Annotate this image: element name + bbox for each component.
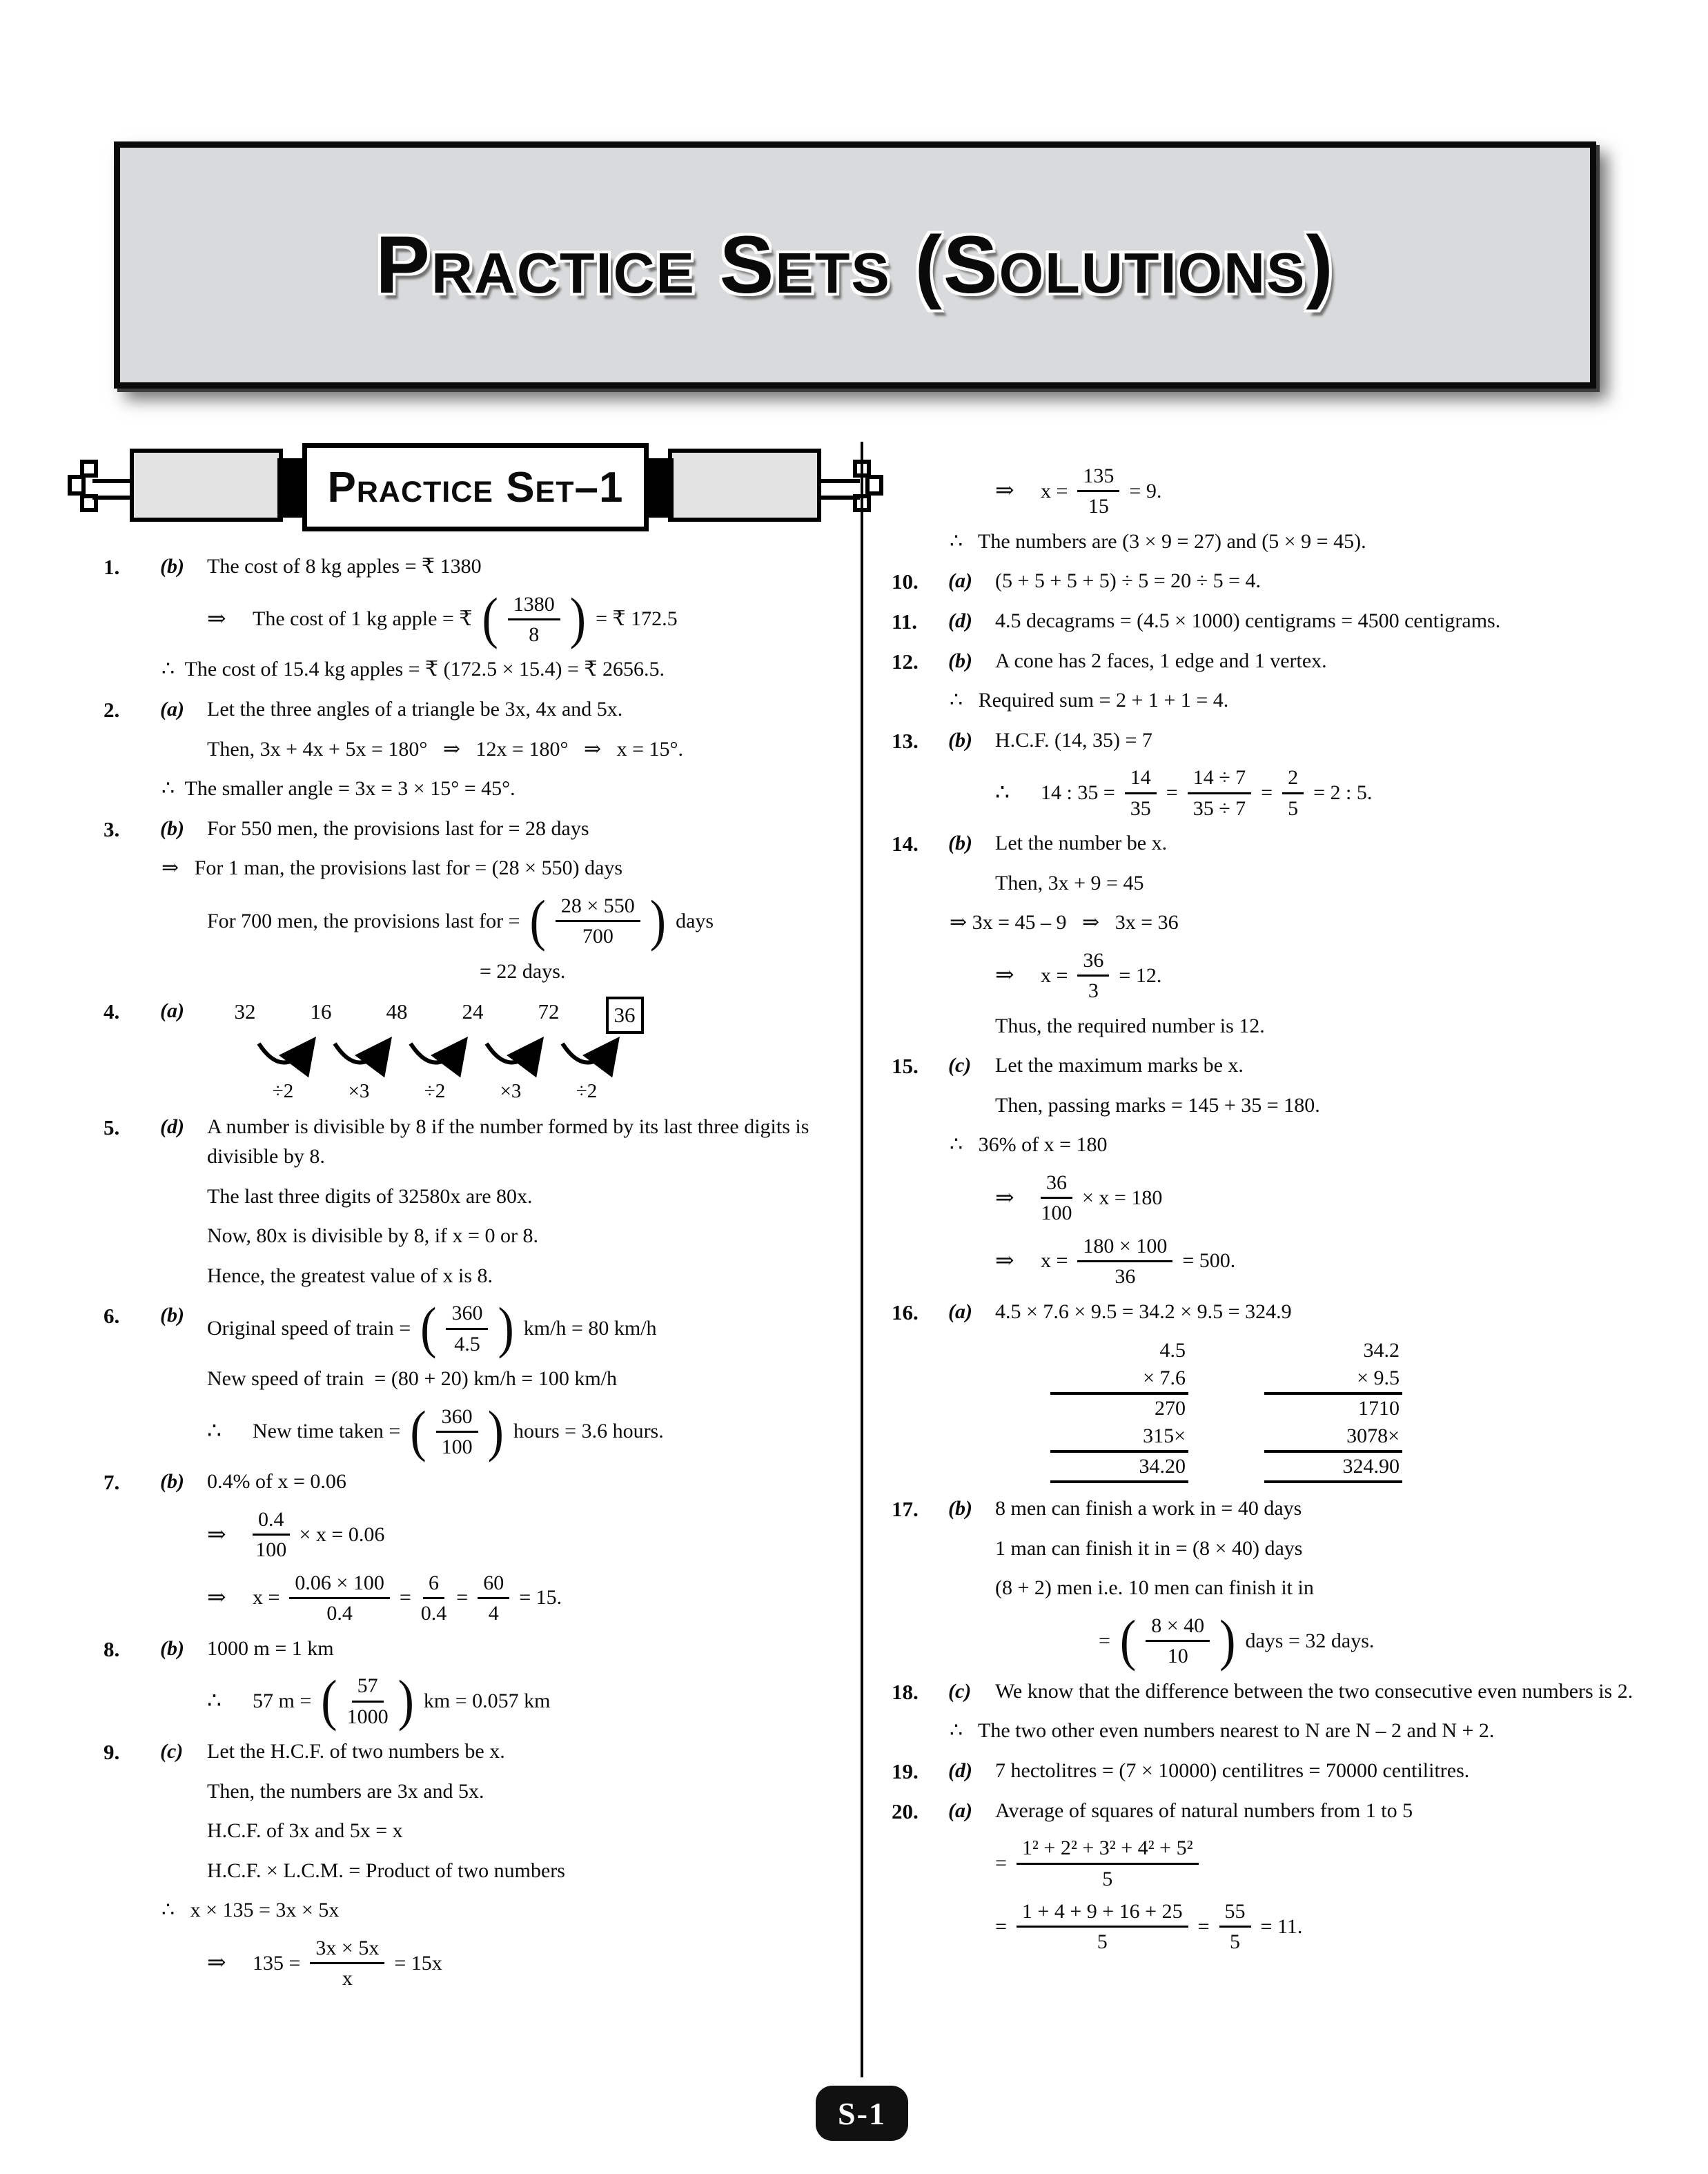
q9-line2 (104, 1777, 849, 1807)
q5-line2 (104, 1182, 849, 1212)
scroll-end-left (68, 475, 86, 496)
q2-line3-text: ∴ The smaller angle = 3x = 3 × 15° = 45°. (161, 777, 516, 801)
implies-symbol: ⇒ (207, 1522, 226, 1547)
fraction (421, 1571, 447, 1626)
practice-set-header-banner (104, 443, 847, 533)
partial-product: 3078× (1264, 1422, 1402, 1453)
q20-line2 (892, 1836, 1637, 1891)
fraction-denominator: 10 (1167, 1645, 1188, 1668)
q9cont-line1-post: = 9. (1129, 479, 1162, 502)
therefore-symbol: ∴ (207, 1419, 222, 1445)
fraction-denominator: x (342, 1967, 353, 1990)
q19-line1 (892, 1756, 1637, 1786)
fraction-denominator: 700 (582, 925, 613, 948)
fraction (1282, 765, 1304, 821)
fraction (310, 1936, 384, 1991)
fraction (1041, 1171, 1072, 1226)
q3-line1-text: For 550 men, the provisions last for = 28 days (207, 816, 589, 840)
q9-line4 (104, 1857, 849, 1886)
q4-option: (a) (160, 999, 184, 1023)
q14-number: 14. (892, 832, 919, 856)
q9cont-line1-pre: x = (1041, 479, 1068, 502)
fraction-numerator: 1 + 4 + 9 + 16 + 25 (1017, 1899, 1188, 1928)
q8-line1-text: 1000 m = 1 km (207, 1636, 334, 1660)
q16-number: 16. (892, 1300, 919, 1324)
fraction-denominator: 4.5 (454, 1332, 480, 1355)
multiplier: × 9.5 (1264, 1364, 1402, 1395)
q13-line2 (892, 765, 1637, 821)
q3-option: (b) (160, 816, 184, 840)
fraction-numerator: 36 (1077, 948, 1109, 977)
q9-line6-pre: 135 = (253, 1951, 301, 1975)
q14-line2 (892, 869, 1637, 899)
fraction-denominator: 100 (441, 1436, 473, 1459)
q9-line6 (104, 1936, 849, 1991)
q19-option: (d) (948, 1759, 972, 1782)
q1-number: 1. (104, 555, 120, 579)
implies-symbol: ⇒ (995, 963, 1014, 988)
q18-number: 18. (892, 1679, 919, 1704)
q20-line3-post: = 11. (1260, 1915, 1303, 1938)
q6-line1: 6. (b) Original speed of train = ( $\frac{360}{4.5}$ ) km/h = 80 km/h (104, 1297, 657, 1360)
q15-line4-post: × x = 180 (1082, 1186, 1163, 1209)
q12-line2 (892, 686, 1637, 716)
column-divider (861, 442, 863, 2077)
q6-line3-pre: New time taken = (253, 1420, 401, 1443)
q6-line1-post: km/h = 80 km/h (523, 1316, 657, 1340)
q15-line1 (892, 1051, 1637, 1081)
q13-line2-post: = 2 : 5. (1313, 781, 1373, 804)
page-title: Practice Sets (Solutions) (375, 219, 1335, 311)
q8-line1 (104, 1634, 849, 1664)
q6-line2-text: New speed of train = (80 + 20) km/h = 100 km/h (207, 1367, 617, 1391)
q9cont-line2-text: ∴ The numbers are (3 × 9 = 27) and (5 × 9 = 45). (950, 529, 1366, 553)
q5-line3-text: Now, 80x is divisible by 8, if x = 0 or 8. (207, 1224, 538, 1248)
q16-multiplication-work (892, 1337, 1637, 1483)
fraction-denominator: 15 (1088, 495, 1109, 518)
q15-number: 15. (892, 1054, 919, 1079)
fraction (1077, 948, 1109, 1003)
scroll-roll-right (668, 449, 821, 522)
q15-line2 (892, 1091, 1637, 1121)
page-number: S-1 (838, 2095, 886, 2131)
set-title-box (302, 443, 649, 531)
q3-line2 (104, 854, 849, 883)
fraction (1017, 1899, 1188, 1955)
q7-option: (b) (160, 1470, 184, 1494)
q12-number: 12. (892, 649, 919, 674)
q17-line2 (892, 1534, 1637, 1564)
q2-option: (a) (160, 697, 184, 721)
equals-sign: = (399, 1586, 411, 1609)
sequence-value: 24 (462, 999, 484, 1024)
q15-line5-post: = 500. (1182, 1249, 1236, 1273)
q15-line5-pre: x = (1041, 1249, 1068, 1273)
q5-line4-text: Hence, the greatest value of x is 8. (207, 1264, 493, 1287)
q14-line3 (892, 908, 1637, 938)
fraction-denominator: 0.4 (326, 1602, 353, 1625)
q8-option: (b) (160, 1636, 184, 1660)
curved-arrow-icon (562, 1044, 613, 1063)
q17-line3-text: (8 + 2) men i.e. 10 men can finish it in (995, 1576, 1314, 1600)
fraction (478, 1571, 509, 1626)
equals-sign: = (456, 1586, 469, 1609)
q5-line2-text: The last three digits of 32580x are 80x. (207, 1184, 533, 1208)
fraction-denominator: 5 (1288, 796, 1299, 820)
fraction-numerator: 6 (423, 1571, 444, 1599)
scroll-bar-right (647, 458, 674, 518)
q11-number: 11. (892, 609, 918, 634)
q9-line5-text: ∴ x × 135 = 3x × 5x (161, 1899, 340, 1922)
fraction (1017, 1836, 1199, 1891)
fraction (289, 1571, 389, 1626)
q8-line2-pre: 57 m = (253, 1689, 312, 1712)
fraction (1077, 464, 1119, 519)
q12-line1-text: A cone has 2 faces, 1 edge and 1 vertex. (995, 649, 1327, 672)
q7-number: 7. (104, 1470, 120, 1495)
q19-line1-text: 7 hectolitres = (7 × 10000) centilitres = 70000 centilitres. (995, 1759, 1470, 1782)
fraction-numerator: 14 (1125, 765, 1157, 794)
q17-line4-pre: = (1099, 1629, 1110, 1652)
q3-line3: For 700 men, the provisions last for = ( $\frac{28 \times 550}{700}$ ) days (207, 889, 714, 952)
q5-line4 (104, 1262, 849, 1291)
fraction-denominator: 5 (1102, 1867, 1113, 1890)
q17-line2-text: 1 man can finish it in = (8 × 40) days (995, 1536, 1303, 1560)
q20-line1 (892, 1796, 1637, 1826)
q17-line4: = ( $\frac{8 \times 40}{10}$ ) days = 32 days. (1099, 1609, 1375, 1672)
fraction-numerator: 55 (1219, 1899, 1251, 1928)
q10-number: 10. (892, 569, 919, 594)
sequence-value: 32 (234, 999, 256, 1024)
boxed-answer: 36 (606, 997, 644, 1034)
fraction-denominator: 3 (1088, 979, 1099, 1003)
q4-arrows-diagram (207, 1034, 662, 1103)
q1-line1-text: The cost of 8 kg apples = ₹ 1380 (207, 555, 482, 578)
fraction-denominator: 4 (488, 1602, 499, 1625)
sequence-op: ×3 (500, 1080, 522, 1103)
q5-line1 (104, 1113, 849, 1171)
fraction-numerator: 0.4 (253, 1507, 290, 1536)
therefore-symbol: ∴ (207, 1688, 222, 1714)
equals-sign: = (1166, 781, 1178, 804)
q10-line1 (892, 567, 1637, 596)
q18-line1 (892, 1677, 1637, 1707)
q17-option: (b) (948, 1497, 972, 1520)
q2-line1 (104, 695, 849, 725)
q6-line2 (104, 1364, 849, 1394)
q5-number: 5. (104, 1115, 120, 1140)
q9cont-line1 (892, 464, 1637, 519)
fraction-denominator: 36 (1115, 1265, 1136, 1289)
q17-line1 (892, 1494, 1637, 1524)
fraction-denominator: 100 (255, 1538, 287, 1562)
scroll-roll-left (130, 449, 283, 522)
fraction-numerator: 2 (1282, 765, 1304, 794)
q7-line3-post: = 15. (519, 1586, 562, 1609)
q14-line5-text: Thus, the required number is 12. (995, 1014, 1265, 1037)
partial-product: 1710 (1358, 1397, 1400, 1420)
q14-line1-text: Let the number be x. (995, 832, 1168, 855)
fraction-numerator: 28 × 550 (556, 894, 640, 922)
q2-number: 2. (104, 697, 120, 722)
q9-line5 (104, 1896, 849, 1926)
fraction-denominator: 35 ÷ 7 (1192, 796, 1246, 820)
fraction-numerator: 3x × 5x (310, 1936, 384, 1964)
fraction (347, 1674, 389, 1729)
q11-option: (d) (948, 609, 972, 632)
q17-line3 (892, 1574, 1637, 1603)
fraction-numerator: 1380 (508, 592, 560, 620)
q20-line3 (892, 1899, 1637, 1955)
fraction (1146, 1614, 1210, 1669)
q20-number: 20. (892, 1799, 919, 1823)
q14-line4-pre: x = (1041, 963, 1068, 987)
q9-option: (c) (160, 1739, 184, 1763)
fraction (1219, 1899, 1251, 1955)
fraction (253, 1507, 290, 1563)
q5-option: (d) (160, 1115, 184, 1139)
q10-line1-text: (5 + 5 + 5 + 5) ÷ 5 = 20 ÷ 5 = 4. (995, 569, 1262, 593)
q4-number: 4. (104, 999, 120, 1024)
sequence-op: ÷2 (576, 1080, 598, 1103)
q1-line3-text: ∴ The cost of 15.4 kg apples = ₹ (172.5 × 15.4) = ₹ 2656.5. (161, 658, 665, 681)
q3-line2-text: ⇒ For 1 man, the provisions last for = (28 × 550) days (161, 856, 623, 880)
q3-line3-pre: For 700 men, the provisions last for = (207, 909, 520, 932)
fraction-numerator: 180 × 100 (1077, 1234, 1172, 1262)
fraction-denominator: 0.4 (420, 1602, 447, 1625)
fraction-numerator: 60 (478, 1571, 509, 1599)
q1-line2-post: = ₹ 172.5 (596, 607, 678, 631)
q1-option: (b) (160, 555, 184, 578)
q9-number: 9. (104, 1739, 120, 1764)
multiplication-column-1 (1050, 1337, 1188, 1483)
q8-line2: ∴ 57 m = ( $\frac{57}{1000}$ ) km = 0.057 km (207, 1669, 551, 1732)
q17-number: 17. (892, 1497, 919, 1522)
q6-line3-post: hours = 3.6 hours. (513, 1420, 664, 1443)
page-number-badge (816, 2086, 908, 2141)
q11-line1-text: 4.5 decagrams = (4.5 × 1000) centigrams = 4500 centigrams. (995, 609, 1501, 632)
left-column (104, 552, 849, 1999)
q3-line4 (104, 957, 849, 987)
fraction-denominator: 5 (1230, 1930, 1241, 1954)
multiplication-column-2 (1264, 1337, 1402, 1483)
implies-symbol: ⇒ (207, 1950, 226, 1976)
q4-sequence (104, 997, 849, 1034)
q15-line3 (892, 1130, 1637, 1160)
curved-arrow-icon (487, 1044, 538, 1063)
q15-line1-text: Let the maximum marks be x. (995, 1054, 1244, 1077)
implies-symbol: ⇒ (995, 1185, 1014, 1211)
fraction-numerator: 57 (352, 1674, 384, 1702)
q8-number: 8. (104, 1636, 120, 1661)
q14-option: (b) (948, 832, 972, 855)
q5-line3 (104, 1222, 849, 1251)
q15-line5 (892, 1234, 1637, 1289)
q13-number: 13. (892, 728, 919, 753)
q7-line3 (104, 1571, 849, 1626)
set-title: Practice Set–1 (327, 463, 624, 511)
q12-option: (b) (948, 649, 972, 672)
q16-option: (a) (948, 1300, 972, 1323)
q14-line4-post: = 12. (1119, 963, 1162, 987)
scroll-knob-icon (80, 460, 98, 478)
q9-line1-text: Let the H.C.F. of two numbers be x. (207, 1739, 505, 1763)
fraction-numerator: 14 ÷ 7 (1188, 765, 1251, 794)
equals-sign: = (1197, 1915, 1210, 1938)
q8-line2-post: km = 0.057 km (423, 1689, 551, 1712)
q16-line1-text: 4.5 × 7.6 × 9.5 = 34.2 × 9.5 = 324.9 (995, 1300, 1292, 1323)
q7-line1 (104, 1467, 849, 1497)
q14-line3-text: ⇒ 3x = 45 – 9 ⇒ 3x = 36 (950, 911, 1179, 934)
q20-option: (a) (948, 1799, 972, 1822)
q9-line2-text: Then, the numbers are 3x and 5x. (207, 1779, 484, 1803)
sequence-op: ×3 (348, 1080, 370, 1103)
fraction (508, 592, 560, 647)
q12-line1 (892, 647, 1637, 676)
sequence-op: ÷2 (424, 1080, 446, 1103)
fraction-numerator: 36 (1041, 1171, 1072, 1199)
q7-line2 (104, 1507, 849, 1563)
sequence-value: 16 (310, 999, 332, 1024)
q12-line2-text: ∴ Required sum = 2 + 1 + 1 = 4. (950, 689, 1229, 712)
q13-option: (b) (948, 728, 972, 752)
title-banner (114, 141, 1596, 389)
q3-line4-text: = 22 days. (480, 959, 566, 983)
q17-line4-post: days = 32 days. (1245, 1629, 1375, 1652)
q19-number: 19. (892, 1759, 919, 1783)
q20-line1-text: Average of squares of natural numbers from 1 to 5 (995, 1799, 1413, 1822)
fraction-denominator: 100 (1041, 1202, 1072, 1225)
sequence-answer-box (587, 997, 662, 1034)
curved-arrow-icon (335, 1044, 386, 1063)
q13-line1-text: H.C.F. (14, 35) = 7 (995, 728, 1152, 752)
q3-line1 (104, 814, 849, 844)
q6-line3: ∴ New time taken = ( $\frac{360}{100}$ ) hours = 3.6 hours. (207, 1400, 664, 1463)
q17-line1-text: 8 men can finish a work in = 40 days (995, 1497, 1302, 1520)
fraction-denominator: 1000 (346, 1705, 389, 1728)
q18-line1-text: We know that the difference between the two consecutive even numbers is 2. (995, 1679, 1633, 1703)
curved-arrow-icon (411, 1044, 462, 1063)
implies-symbol: ⇒ (995, 1248, 1014, 1274)
q13-line1 (892, 726, 1637, 756)
q13-line2-pre: 14 : 35 = (1041, 781, 1115, 804)
q5-line1-text: A number is divisible by 8 if the number formed by its last three digits is divisible by 8. (207, 1115, 814, 1168)
fraction-denominator: 8 (529, 623, 540, 646)
curved-arrow-icon (259, 1044, 310, 1063)
q14-line4 (892, 948, 1637, 1003)
q14-line5 (892, 1012, 1637, 1041)
q10-option: (a) (948, 569, 972, 593)
implies-symbol: ⇒ (207, 607, 226, 632)
implies-symbol: ⇒ (207, 1585, 226, 1611)
q18-line2-text: ∴ The two other even numbers nearest to N are N – 2 and N + 2. (950, 1719, 1495, 1743)
fraction-numerator: 360 (446, 1301, 488, 1329)
q9-line6-post: = 15x (394, 1951, 442, 1975)
q7-line3-pre: x = (253, 1586, 280, 1609)
partial-product: 315× (1050, 1422, 1188, 1453)
q9cont-line2 (892, 527, 1637, 557)
multiplier: × 7.6 (1050, 1364, 1188, 1395)
fraction (1125, 765, 1157, 821)
partial-product: 270 (1155, 1397, 1186, 1420)
fraction-numerator: 360 (436, 1404, 478, 1433)
sequence-value: 72 (538, 999, 560, 1024)
sequence-value: 48 (386, 999, 408, 1024)
fraction (446, 1301, 488, 1356)
q7-line2-post: × x = 0.06 (299, 1522, 385, 1546)
right-column (892, 464, 1637, 1963)
q18-line2 (892, 1716, 1637, 1746)
fraction-numerator: 1² + 2² + 3² + 4² + 5² (1017, 1836, 1199, 1864)
q3-number: 3. (104, 816, 120, 841)
q6-number: 6. (104, 1304, 120, 1329)
q3-line3-post: days (676, 909, 714, 932)
q1-line3 (104, 655, 849, 685)
q2-line3 (104, 774, 849, 804)
q1-line1 (104, 552, 849, 582)
product-result: 34.20 (1050, 1453, 1188, 1483)
q9-line3-text: H.C.F. of 3x and 5x = x (207, 1819, 403, 1843)
multiplicand: 34.2 (1363, 1339, 1400, 1362)
q6-line1-pre: Original speed of train = (207, 1316, 411, 1340)
q6-option: (b) (160, 1304, 184, 1327)
fraction-numerator: 0.06 × 100 (289, 1571, 389, 1599)
sequence-op: ÷2 (272, 1080, 294, 1103)
q2-line1-text: Let the three angles of a triangle be 3x, 4x and 5x. (207, 697, 623, 721)
therefore-symbol: ∴ (995, 780, 1010, 805)
fraction (556, 894, 640, 949)
fraction (1077, 1234, 1172, 1289)
fraction (436, 1404, 478, 1460)
q1-line2: ⇒ The cost of 1 kg apple = ₹ ( $\frac{1380}{8}$ ) = ₹ 172.5 (207, 587, 678, 651)
q20-line3-pre: = (995, 1915, 1007, 1938)
q15-line2-text: Then, passing marks = 145 + 35 = 180. (995, 1093, 1320, 1117)
fraction (1188, 765, 1251, 821)
q9-line3 (104, 1816, 849, 1846)
fraction-numerator: 8 × 40 (1146, 1614, 1210, 1642)
q16-line1 (892, 1297, 1637, 1327)
fraction-denominator: 5 (1097, 1930, 1108, 1954)
q1-line2-pre: The cost of 1 kg apple = ₹ (253, 607, 473, 631)
q20-line2-pre: = (995, 1851, 1007, 1874)
q2-line2 (104, 735, 849, 765)
equals-sign: = (1261, 781, 1273, 804)
q15-option: (c) (948, 1054, 972, 1077)
q15-line3-text: ∴ 36% of x = 180 (950, 1133, 1108, 1157)
q11-line1 (892, 607, 1637, 636)
scroll-end-right (865, 475, 883, 496)
fraction-denominator: 35 (1130, 796, 1151, 820)
q7-line1-text: 0.4% of x = 0.06 (207, 1470, 346, 1494)
q14-line1 (892, 829, 1637, 859)
q9-line1 (104, 1737, 849, 1767)
fraction-numerator: 135 (1077, 464, 1119, 492)
multiplicand: 4.5 (1159, 1339, 1186, 1362)
q15-line4 (892, 1171, 1637, 1226)
q18-option: (c) (948, 1679, 972, 1703)
implies-symbol: ⇒ (995, 478, 1014, 504)
q14-line2-text: Then, 3x + 9 = 45 (995, 871, 1144, 894)
q2-line2-text: Then, 3x + 4x + 5x = 180° ⇒ 12x = 180° ⇒ x = 15°. (207, 737, 683, 761)
scroll-bar-left (277, 458, 304, 518)
q9-line4-text: H.C.F. × L.C.M. = Product of two numbers (207, 1859, 565, 1882)
product-result: 324.90 (1264, 1453, 1402, 1483)
